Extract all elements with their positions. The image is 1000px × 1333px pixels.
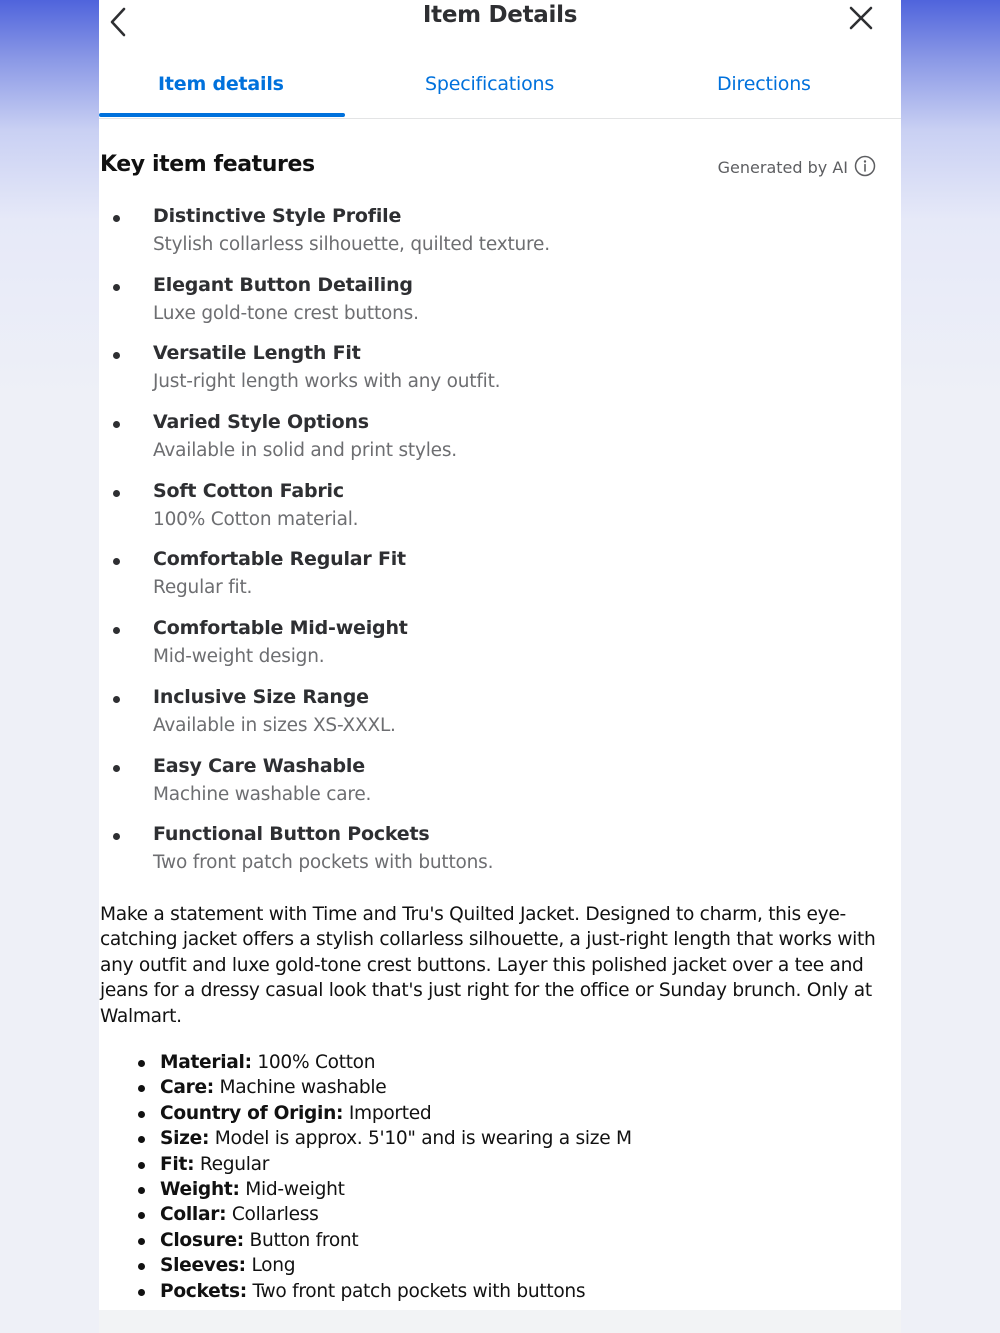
spec-value: Two front patch pockets with buttons bbox=[252, 1280, 586, 1302]
feature-title: Inclusive Size Range bbox=[153, 685, 369, 708]
feature-item bbox=[99, 204, 899, 273]
section-title: Key item features bbox=[100, 152, 315, 177]
feature-description: Mid-weight design. bbox=[153, 646, 325, 668]
bullet bbox=[113, 490, 120, 497]
feature-description: Machine washable care. bbox=[153, 783, 372, 805]
spec-label: Pockets: bbox=[160, 1280, 247, 1302]
spec-value: Button front bbox=[249, 1229, 359, 1251]
spec-item bbox=[99, 1075, 889, 1100]
key-features-list bbox=[99, 204, 899, 891]
spec-item bbox=[99, 1152, 889, 1177]
close-button[interactable] bbox=[845, 2, 877, 34]
spec-value: Mid-weight bbox=[245, 1178, 345, 1200]
spec-item bbox=[99, 1228, 889, 1253]
bullet bbox=[113, 284, 120, 291]
spec-label: Collar: bbox=[160, 1204, 227, 1226]
tab-item-details[interactable]: Item details bbox=[158, 73, 284, 95]
feature-description: Just-right length works with any outfit. bbox=[153, 371, 501, 393]
spec-value: Regular bbox=[199, 1153, 270, 1175]
spec-item bbox=[99, 1279, 889, 1304]
key-features-header bbox=[99, 119, 901, 189]
bullet bbox=[113, 833, 120, 840]
feature-item bbox=[99, 341, 899, 410]
spec-label: Care: bbox=[160, 1077, 214, 1099]
bullet bbox=[138, 1111, 145, 1118]
spec-item bbox=[99, 1050, 889, 1075]
feature-description: Stylish collarless silhouette, quilted texture. bbox=[153, 234, 550, 255]
bullet bbox=[138, 1162, 145, 1169]
spec-value: Model is approx. 5'10" and is wearing a size M bbox=[214, 1128, 632, 1150]
spec-label: Material: bbox=[160, 1052, 252, 1073]
feature-item bbox=[99, 410, 899, 479]
bullet bbox=[113, 215, 120, 222]
spec-label: Weight: bbox=[160, 1178, 240, 1200]
feature-item bbox=[99, 685, 899, 754]
bullet bbox=[138, 1060, 145, 1067]
bullet bbox=[113, 627, 120, 634]
feature-title: Soft Cotton Fabric bbox=[153, 479, 344, 502]
bullet bbox=[113, 558, 120, 565]
bullet bbox=[138, 1136, 145, 1143]
feature-description: Available in sizes XS-XXXL. bbox=[153, 714, 396, 736]
bullet bbox=[138, 1085, 145, 1092]
spec-item bbox=[99, 1126, 889, 1151]
bullet bbox=[113, 696, 120, 703]
feature-title: Functional Button Pockets bbox=[153, 823, 430, 846]
spec-item bbox=[99, 1253, 889, 1278]
feature-title: Elegant Button Detailing bbox=[153, 273, 413, 296]
feature-item bbox=[99, 822, 899, 891]
spec-label: Closure: bbox=[160, 1229, 244, 1251]
header bbox=[99, 0, 901, 40]
bullet bbox=[138, 1289, 145, 1296]
spec-label: Country of Origin: bbox=[160, 1102, 344, 1124]
feature-description: Available in solid and print styles. bbox=[153, 440, 457, 462]
tab-directions[interactable]: Directions bbox=[717, 73, 811, 95]
feature-item bbox=[99, 616, 899, 685]
spec-list bbox=[99, 1050, 889, 1304]
feature-item bbox=[99, 479, 899, 548]
spec-label: Size: bbox=[160, 1128, 210, 1150]
spec-label: Sleeves: bbox=[160, 1255, 246, 1277]
bullet bbox=[113, 352, 120, 359]
feature-title: Distinctive Style Profile bbox=[153, 205, 402, 227]
bullet bbox=[138, 1238, 145, 1245]
feature-title: Easy Care Washable bbox=[153, 754, 365, 777]
spec-item bbox=[99, 1202, 889, 1227]
spec-value: Machine washable bbox=[219, 1077, 387, 1099]
item-details-panel bbox=[99, 0, 901, 1310]
feature-item bbox=[99, 273, 899, 342]
feature-title: Varied Style Options bbox=[153, 411, 369, 434]
feature-title: Versatile Length Fit bbox=[153, 342, 361, 365]
tab-specifications[interactable]: Specifications bbox=[425, 73, 555, 95]
feature-item bbox=[99, 547, 899, 616]
spec-value: Collarless bbox=[231, 1204, 319, 1226]
bullet bbox=[138, 1263, 145, 1270]
feature-title: Comfortable Regular Fit bbox=[153, 548, 406, 571]
bullet bbox=[113, 421, 120, 428]
feature-description: 100% Cotton material. bbox=[153, 508, 359, 530]
feature-description: Two front patch pockets with buttons. bbox=[153, 852, 494, 874]
close-icon bbox=[848, 5, 874, 31]
page-title: Item Details bbox=[422, 2, 578, 28]
bottom-edge bbox=[99, 1310, 901, 1333]
spec-value: 100% Cotton bbox=[257, 1052, 376, 1073]
feature-description: Regular fit. bbox=[153, 577, 253, 599]
spec-item bbox=[99, 1101, 889, 1126]
bullet bbox=[138, 1187, 145, 1194]
active-tab-indicator bbox=[99, 113, 345, 117]
bullet bbox=[138, 1212, 145, 1219]
feature-title: Comfortable Mid-weight bbox=[153, 617, 408, 640]
bullet bbox=[113, 765, 120, 772]
feature-description: Luxe gold-tone crest buttons. bbox=[153, 302, 419, 324]
spec-label: Fit: bbox=[160, 1153, 195, 1175]
product-description: Make a statement with Time and Tru's Quilted Jacket. Designed to charm, this eye-catching jacket offers a stylish collarless silhouette, a just-right length that works with any outfit and luxe gold-tone crest buttons. Layer this polished jacket over a tee and jeans for a dressy casual look that's just right for the office or Sunday brunch. Only at Walmart. bbox=[100, 904, 876, 1027]
spec-value: Long bbox=[251, 1255, 296, 1277]
tab-bar bbox=[99, 40, 901, 119]
info-icon[interactable] bbox=[854, 155, 876, 177]
spec-item bbox=[99, 1177, 889, 1202]
spec-value: Imported bbox=[348, 1102, 432, 1124]
feature-item bbox=[99, 754, 899, 823]
generated-by-ai-label: Generated by AI bbox=[717, 158, 848, 177]
